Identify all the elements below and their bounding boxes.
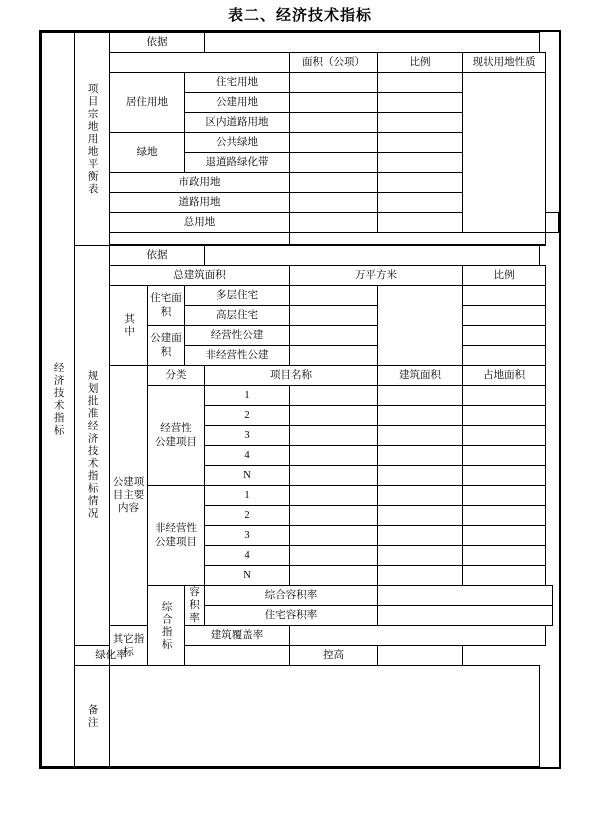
group-label-residential-land: 居住用地	[110, 73, 185, 133]
cell-housing-land-ratio[interactable]	[378, 73, 463, 93]
grid	[41, 32, 559, 767]
cell-current-land-nature[interactable]	[463, 73, 546, 233]
table-row	[42, 626, 559, 646]
cell-building-area[interactable]	[378, 406, 463, 426]
row-label-commercial-public-building: 经营性公建	[185, 326, 290, 346]
row-label-noncommercial-public-building: 非经营性公建	[185, 346, 290, 366]
row-label-highrise-housing: 高层住宅	[185, 306, 290, 326]
cell-land-area[interactable]	[463, 486, 546, 506]
cell-housing-land-area[interactable]	[290, 73, 378, 93]
row-index: 1	[205, 386, 290, 406]
subgroup-label-public-building-area: 公建面积	[148, 326, 185, 366]
public-projects-header-land-area: 占地面积	[463, 366, 546, 386]
cell-building-coverage-value[interactable]	[290, 626, 546, 646]
cell-building-area[interactable]	[378, 566, 463, 586]
cell-building-area[interactable]	[378, 426, 463, 446]
cell-building-area[interactable]	[378, 546, 463, 566]
section-label-planning-approved: 规划批准经济技术指标情况	[75, 245, 110, 646]
land-balance-basis-value[interactable]	[205, 33, 540, 53]
cell-total-land-ratio[interactable]	[378, 213, 463, 233]
cell-internal-road-land-ratio[interactable]	[378, 113, 463, 133]
cell-land-area[interactable]	[463, 566, 546, 586]
planning-basis-value[interactable]	[205, 245, 540, 266]
cell-public-green-land-ratio[interactable]	[378, 133, 463, 153]
cell-greening-rate-value[interactable]	[185, 646, 290, 666]
cell-project-name[interactable]	[290, 446, 378, 466]
public-projects-header-building-area: 建筑面积	[378, 366, 463, 386]
table-row	[42, 286, 559, 306]
cell-municipal-land-ratio[interactable]	[378, 173, 463, 193]
cell-municipal-land-area[interactable]	[290, 173, 378, 193]
economic-indicators-table	[39, 30, 561, 769]
table-row	[42, 666, 559, 767]
table-row	[42, 245, 559, 266]
cell-road-land-area[interactable]	[290, 193, 378, 213]
table-row	[42, 33, 559, 53]
cell-project-name[interactable]	[290, 386, 378, 406]
cell-public-building-land-ratio[interactable]	[378, 93, 463, 113]
cell-land-area[interactable]	[463, 546, 546, 566]
cell-building-area[interactable]	[378, 506, 463, 526]
cell-project-name[interactable]	[290, 506, 378, 526]
row-label-roadside-green-belt: 退道路绿化带	[185, 153, 290, 173]
cell-building-area[interactable]	[378, 466, 463, 486]
cell-project-name[interactable]	[290, 566, 378, 586]
cell-project-name[interactable]	[290, 546, 378, 566]
row-label-building-coverage: 建筑覆盖率	[185, 626, 290, 646]
cell-building-area[interactable]	[378, 446, 463, 466]
cell-building-area[interactable]	[378, 486, 463, 506]
category-label-line2: 公建项目	[155, 536, 197, 548]
cell-among-area-merged[interactable]	[378, 286, 463, 366]
cell-road-land-ratio[interactable]	[378, 193, 463, 213]
row-label-road-land: 道路用地	[110, 193, 290, 213]
cell-multistory-housing-value[interactable]	[290, 286, 378, 306]
table-row	[42, 266, 559, 286]
cell-height-control-value[interactable]	[378, 646, 463, 666]
row-label-total-land: 总用地	[110, 213, 290, 233]
cell-highrise-housing-ratio[interactable]	[463, 306, 546, 326]
row-index: 4	[205, 446, 290, 466]
row-label-multistory-housing: 多层住宅	[185, 286, 290, 306]
cell-project-name[interactable]	[290, 426, 378, 446]
label-planning-ratio: 比例	[463, 266, 546, 286]
row-index: 3	[205, 526, 290, 546]
public-projects-header-category: 分类	[148, 366, 205, 386]
table-row	[42, 73, 559, 93]
cell-total-land-nature[interactable]	[546, 213, 559, 233]
cell-land-area[interactable]	[463, 446, 546, 466]
table-row	[42, 366, 559, 386]
land-balance-header-current-nature: 现状用地性质	[463, 53, 546, 73]
cell-noncommercial-public-building-value[interactable]	[290, 346, 378, 366]
cell-highrise-housing-value[interactable]	[290, 306, 378, 326]
page-title: 表二、经济技术指标	[227, 8, 372, 24]
cell-total-land-area[interactable]	[290, 213, 378, 233]
cell-overall-far-value[interactable]	[378, 586, 553, 606]
cell-roadside-green-belt-area[interactable]	[290, 153, 378, 173]
spacer-left	[110, 233, 290, 246]
left-label-economic-indicators: 经济技术指标	[42, 33, 75, 767]
group-label-other-indicators: 其它指标	[110, 626, 148, 666]
cell-public-green-land-area[interactable]	[290, 133, 378, 153]
cell-project-name[interactable]	[290, 526, 378, 546]
table-row	[42, 53, 559, 73]
public-projects-header-project-name: 项目名称	[205, 366, 378, 386]
planning-basis-label: 依据	[110, 245, 205, 266]
row-index: 2	[205, 406, 290, 426]
table-row	[42, 646, 559, 666]
row-label-overall-far: 综合容积率	[205, 586, 378, 606]
subgroup-label-residential-area: 住宅面积	[148, 286, 185, 326]
cell-commercial-public-building-ratio[interactable]	[463, 326, 546, 346]
row-label-residential-far: 住宅容积率	[205, 606, 378, 626]
cell-project-name[interactable]	[290, 466, 378, 486]
row-index: 1	[205, 486, 290, 506]
row-index: 2	[205, 506, 290, 526]
cell-project-name[interactable]	[290, 406, 378, 426]
row-index: N	[205, 466, 290, 486]
section-label-remarks: 备注	[75, 666, 110, 767]
group-label-green-land: 绿地	[110, 133, 185, 173]
land-balance-header-area: 面积（公项）	[290, 53, 378, 73]
row-label-public-building-land: 公建用地	[185, 93, 290, 113]
cell-land-area[interactable]	[463, 506, 546, 526]
row-label-public-green-land: 公共绿地	[185, 133, 290, 153]
table-row-spacer	[42, 233, 559, 246]
cell-building-area[interactable]	[378, 386, 463, 406]
spacer-right	[290, 233, 546, 246]
label-unit-wan-sqm: 万平方米	[290, 266, 463, 286]
land-balance-basis-label: 依据	[110, 33, 205, 53]
label-height-control: 控高	[290, 646, 378, 666]
cell-residential-far-value[interactable]	[378, 606, 553, 626]
row-index: 4	[205, 546, 290, 566]
row-index: 3	[205, 426, 290, 446]
group-label-floor-area-ratio: 容积率	[185, 586, 205, 626]
row-index: N	[205, 566, 290, 586]
row-label-greening-rate: 绿化率	[75, 646, 148, 666]
cell-land-area[interactable]	[463, 386, 546, 406]
category-label-noncommercial-public-projects	[148, 486, 205, 586]
cell-land-area[interactable]	[463, 526, 546, 546]
section-label-land-balance: 项目宗地用地平衡表	[75, 33, 110, 246]
cell-roadside-green-belt-ratio[interactable]	[378, 153, 463, 173]
cell-internal-road-land-area[interactable]	[290, 113, 378, 133]
section-label-comprehensive-indicators: 综合指标	[148, 586, 185, 666]
row-label-housing-land: 住宅用地	[185, 73, 290, 93]
row-label-internal-road-land: 区内道路用地	[185, 113, 290, 133]
cell-land-area[interactable]	[463, 406, 546, 426]
row-label-municipal-land: 市政用地	[110, 173, 290, 193]
category-label-line2: 公建项目	[155, 436, 197, 448]
label-public-projects-content: 公建项目主要内容	[110, 366, 148, 626]
cell-remarks-value[interactable]	[110, 666, 540, 767]
cell-building-area[interactable]	[378, 526, 463, 546]
land-balance-header-ratio: 比例	[378, 53, 463, 73]
cell-commercial-public-building-value[interactable]	[290, 326, 378, 346]
cell-public-building-land-area[interactable]	[290, 93, 378, 113]
cell-land-area[interactable]	[463, 426, 546, 446]
label-among: 其中	[110, 286, 148, 366]
cell-noncommercial-public-building-ratio[interactable]	[463, 346, 546, 366]
cell-project-name[interactable]	[290, 486, 378, 506]
cell-land-area[interactable]	[463, 466, 546, 486]
category-label-line1: 非经营性	[155, 523, 197, 535]
category-label-commercial-public-projects	[148, 386, 205, 486]
land-balance-header-blank	[110, 53, 290, 73]
cell-multistory-housing-ratio[interactable]	[463, 286, 546, 306]
category-label-line1: 经营性	[160, 423, 192, 435]
label-total-building-area: 总建筑面积	[110, 266, 290, 286]
